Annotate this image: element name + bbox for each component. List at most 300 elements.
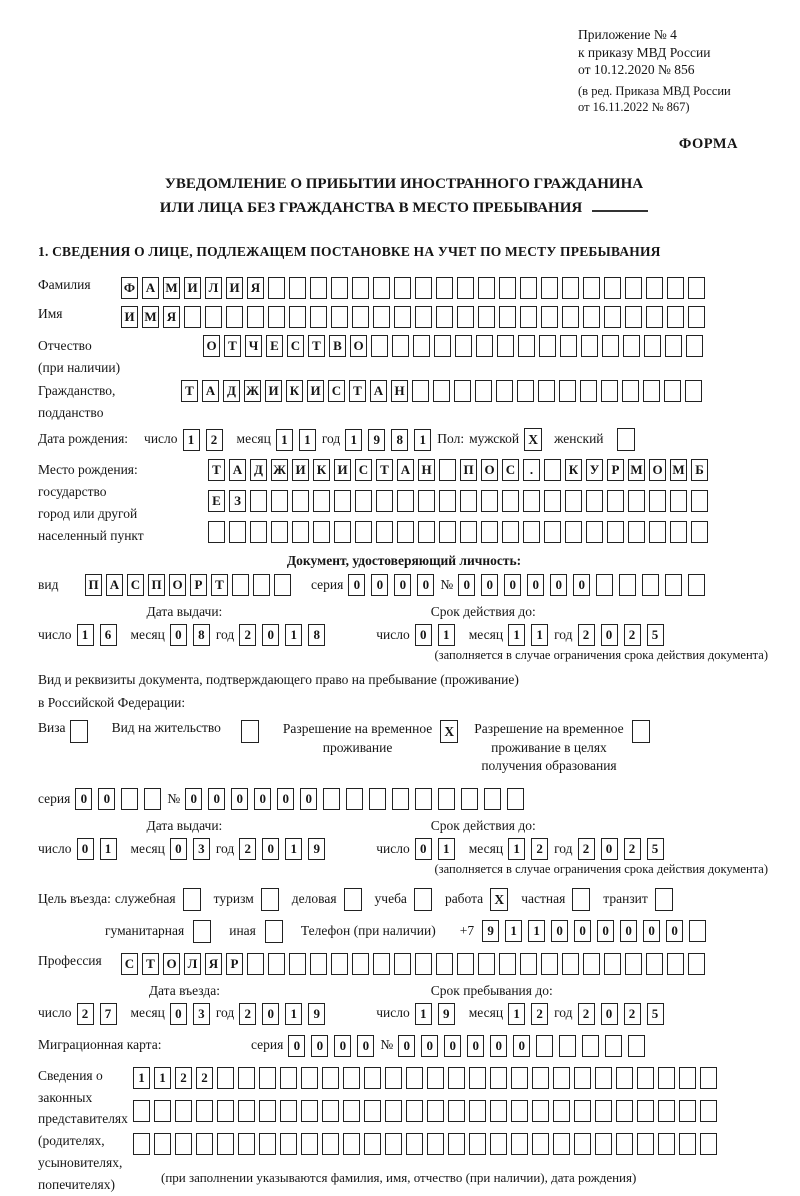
- char-cell[interactable]: 0: [262, 624, 279, 646]
- char-cell[interactable]: С: [287, 335, 304, 357]
- char-cell[interactable]: [184, 306, 201, 328]
- char-cell[interactable]: [582, 1035, 599, 1057]
- char-cell[interactable]: О: [481, 459, 498, 481]
- char-cell[interactable]: Ф: [121, 277, 138, 299]
- char-cell[interactable]: [352, 306, 369, 328]
- char-cell[interactable]: Д: [223, 380, 240, 402]
- purpose-other-checkbox[interactable]: [265, 920, 283, 943]
- char-cell[interactable]: [457, 306, 474, 328]
- char-cell[interactable]: 0: [300, 788, 317, 810]
- char-cell[interactable]: 5: [647, 838, 664, 860]
- char-cell[interactable]: [646, 277, 663, 299]
- char-cell[interactable]: [439, 490, 456, 512]
- purpose-tourism-checkbox[interactable]: [261, 888, 279, 911]
- char-cell[interactable]: [268, 277, 285, 299]
- char-cell[interactable]: [490, 1133, 507, 1155]
- char-cell[interactable]: [596, 574, 613, 596]
- char-cell[interactable]: [175, 1100, 192, 1122]
- char-cell[interactable]: [583, 953, 600, 975]
- char-cell[interactable]: [289, 306, 306, 328]
- char-cell[interactable]: [250, 490, 267, 512]
- purpose-work-checkbox[interactable]: X: [490, 888, 508, 911]
- char-cell[interactable]: [586, 521, 603, 543]
- char-cell[interactable]: [394, 306, 411, 328]
- char-cell[interactable]: [346, 788, 363, 810]
- char-cell[interactable]: [313, 521, 330, 543]
- char-cell[interactable]: И: [226, 277, 243, 299]
- char-cell[interactable]: Ж: [244, 380, 261, 402]
- char-cell[interactable]: 0: [597, 920, 614, 942]
- char-cell[interactable]: [499, 277, 516, 299]
- char-cell[interactable]: [418, 521, 435, 543]
- char-cell[interactable]: [121, 788, 138, 810]
- char-cell[interactable]: 0: [601, 624, 618, 646]
- char-cell[interactable]: [625, 306, 642, 328]
- char-cell[interactable]: [238, 1067, 255, 1089]
- purpose-private-checkbox[interactable]: [572, 888, 590, 911]
- char-cell[interactable]: [274, 574, 291, 596]
- char-cell[interactable]: [532, 1133, 549, 1155]
- char-cell[interactable]: [371, 335, 388, 357]
- char-cell[interactable]: [595, 1133, 612, 1155]
- char-cell[interactable]: [238, 1133, 255, 1155]
- char-cell[interactable]: [154, 1133, 171, 1155]
- char-cell[interactable]: 9: [308, 838, 325, 860]
- char-cell[interactable]: 2: [77, 1003, 94, 1025]
- char-cell[interactable]: [376, 490, 393, 512]
- purpose-official-checkbox[interactable]: [183, 888, 201, 911]
- char-cell[interactable]: К: [286, 380, 303, 402]
- char-cell[interactable]: [364, 1133, 381, 1155]
- char-cell[interactable]: 0: [262, 1003, 279, 1025]
- char-cell[interactable]: [133, 1100, 150, 1122]
- char-cell[interactable]: [415, 953, 432, 975]
- char-cell[interactable]: [607, 490, 624, 512]
- char-cell[interactable]: [478, 277, 495, 299]
- char-cell[interactable]: [665, 335, 682, 357]
- char-cell[interactable]: 0: [421, 1035, 438, 1057]
- char-cell[interactable]: [448, 1100, 465, 1122]
- char-cell[interactable]: [229, 521, 246, 543]
- char-cell[interactable]: О: [649, 459, 666, 481]
- char-cell[interactable]: [628, 521, 645, 543]
- char-cell[interactable]: [175, 1133, 192, 1155]
- char-cell[interactable]: [436, 953, 453, 975]
- char-cell[interactable]: [310, 306, 327, 328]
- char-cell[interactable]: Р: [226, 953, 243, 975]
- char-cell[interactable]: [679, 1133, 696, 1155]
- char-cell[interactable]: [664, 380, 681, 402]
- char-cell[interactable]: [385, 1100, 402, 1122]
- char-cell[interactable]: И: [184, 277, 201, 299]
- char-cell[interactable]: [583, 277, 600, 299]
- char-cell[interactable]: 0: [398, 1035, 415, 1057]
- char-cell[interactable]: А: [202, 380, 219, 402]
- char-cell[interactable]: 1: [285, 624, 302, 646]
- char-cell[interactable]: [439, 459, 456, 481]
- char-cell[interactable]: [334, 490, 351, 512]
- char-cell[interactable]: С: [502, 459, 519, 481]
- char-cell[interactable]: Я: [205, 953, 222, 975]
- char-cell[interactable]: 0: [98, 788, 115, 810]
- char-cell[interactable]: 2: [175, 1067, 192, 1089]
- char-cell[interactable]: [448, 1133, 465, 1155]
- char-cell[interactable]: 1: [508, 624, 525, 646]
- char-cell[interactable]: 1: [531, 624, 548, 646]
- char-cell[interactable]: [688, 953, 705, 975]
- char-cell[interactable]: О: [163, 953, 180, 975]
- char-cell[interactable]: 2: [196, 1067, 213, 1089]
- char-cell[interactable]: [562, 277, 579, 299]
- char-cell[interactable]: [438, 788, 455, 810]
- char-cell[interactable]: Т: [142, 953, 159, 975]
- option-visa-checkbox[interactable]: [70, 720, 88, 743]
- char-cell[interactable]: 1: [505, 920, 522, 942]
- char-cell[interactable]: [292, 521, 309, 543]
- char-cell[interactable]: [667, 277, 684, 299]
- char-cell[interactable]: [602, 335, 619, 357]
- char-cell[interactable]: [415, 306, 432, 328]
- char-cell[interactable]: [413, 335, 430, 357]
- char-cell[interactable]: 0: [601, 838, 618, 860]
- char-cell[interactable]: [259, 1100, 276, 1122]
- char-cell[interactable]: 0: [643, 920, 660, 942]
- purpose-humanitarian-checkbox[interactable]: [193, 920, 211, 943]
- char-cell[interactable]: С: [127, 574, 144, 596]
- char-cell[interactable]: [607, 521, 624, 543]
- char-cell[interactable]: 0: [573, 574, 590, 596]
- char-cell[interactable]: [292, 490, 309, 512]
- char-cell[interactable]: [562, 953, 579, 975]
- char-cell[interactable]: [259, 1067, 276, 1089]
- char-cell[interactable]: [323, 788, 340, 810]
- char-cell[interactable]: [689, 920, 706, 942]
- char-cell[interactable]: 1: [276, 429, 293, 451]
- char-cell[interactable]: 0: [371, 574, 388, 596]
- char-cell[interactable]: 0: [394, 574, 411, 596]
- char-cell[interactable]: 0: [334, 1035, 351, 1057]
- char-cell[interactable]: [310, 953, 327, 975]
- char-cell[interactable]: 0: [551, 920, 568, 942]
- char-cell[interactable]: [604, 306, 621, 328]
- char-cell[interactable]: [574, 1133, 591, 1155]
- char-cell[interactable]: 2: [531, 1003, 548, 1025]
- char-cell[interactable]: [679, 1067, 696, 1089]
- char-cell[interactable]: [457, 953, 474, 975]
- char-cell[interactable]: [688, 574, 705, 596]
- char-cell[interactable]: [301, 1133, 318, 1155]
- char-cell[interactable]: [322, 1100, 339, 1122]
- char-cell[interactable]: [688, 306, 705, 328]
- char-cell[interactable]: 0: [185, 788, 202, 810]
- char-cell[interactable]: [562, 306, 579, 328]
- char-cell[interactable]: [406, 1067, 423, 1089]
- char-cell[interactable]: [436, 306, 453, 328]
- char-cell[interactable]: 1: [414, 429, 431, 451]
- char-cell[interactable]: [637, 1133, 654, 1155]
- char-cell[interactable]: 0: [262, 838, 279, 860]
- char-cell[interactable]: [481, 521, 498, 543]
- char-cell[interactable]: 0: [170, 1003, 187, 1025]
- char-cell[interactable]: 1: [438, 838, 455, 860]
- char-cell[interactable]: [469, 1067, 486, 1089]
- char-cell[interactable]: [373, 277, 390, 299]
- purpose-study-checkbox[interactable]: [414, 888, 432, 911]
- char-cell[interactable]: З: [229, 490, 246, 512]
- char-cell[interactable]: [433, 380, 450, 402]
- char-cell[interactable]: [322, 1067, 339, 1089]
- char-cell[interactable]: 9: [308, 1003, 325, 1025]
- char-cell[interactable]: 0: [208, 788, 225, 810]
- char-cell[interactable]: [397, 521, 414, 543]
- char-cell[interactable]: [601, 380, 618, 402]
- char-cell[interactable]: [427, 1067, 444, 1089]
- char-cell[interactable]: [544, 459, 561, 481]
- char-cell[interactable]: А: [397, 459, 414, 481]
- char-cell[interactable]: [247, 306, 264, 328]
- char-cell[interactable]: [497, 335, 514, 357]
- sex-male-checkbox[interactable]: X: [524, 428, 542, 451]
- purpose-business-checkbox[interactable]: [344, 888, 362, 911]
- char-cell[interactable]: [481, 490, 498, 512]
- char-cell[interactable]: [469, 1100, 486, 1122]
- char-cell[interactable]: Л: [184, 953, 201, 975]
- char-cell[interactable]: [637, 1067, 654, 1089]
- char-cell[interactable]: [478, 953, 495, 975]
- char-cell[interactable]: 0: [288, 1035, 305, 1057]
- char-cell[interactable]: М: [163, 277, 180, 299]
- char-cell[interactable]: [581, 335, 598, 357]
- char-cell[interactable]: Я: [163, 306, 180, 328]
- char-cell[interactable]: [373, 953, 390, 975]
- char-cell[interactable]: [385, 1067, 402, 1089]
- char-cell[interactable]: 2: [578, 838, 595, 860]
- char-cell[interactable]: [208, 521, 225, 543]
- char-cell[interactable]: [355, 521, 372, 543]
- char-cell[interactable]: 5: [647, 624, 664, 646]
- char-cell[interactable]: [691, 490, 708, 512]
- char-cell[interactable]: [595, 1100, 612, 1122]
- char-cell[interactable]: [553, 1067, 570, 1089]
- char-cell[interactable]: [541, 953, 558, 975]
- char-cell[interactable]: [484, 788, 501, 810]
- char-cell[interactable]: 1: [133, 1067, 150, 1089]
- char-cell[interactable]: [649, 490, 666, 512]
- char-cell[interactable]: 8: [308, 624, 325, 646]
- char-cell[interactable]: [352, 953, 369, 975]
- char-cell[interactable]: 0: [490, 1035, 507, 1057]
- char-cell[interactable]: [700, 1100, 717, 1122]
- char-cell[interactable]: 0: [170, 624, 187, 646]
- char-cell[interactable]: 0: [481, 574, 498, 596]
- char-cell[interactable]: 0: [666, 920, 683, 942]
- char-cell[interactable]: [616, 1067, 633, 1089]
- char-cell[interactable]: [427, 1133, 444, 1155]
- char-cell[interactable]: 7: [100, 1003, 117, 1025]
- char-cell[interactable]: [544, 490, 561, 512]
- char-cell[interactable]: 9: [368, 429, 385, 451]
- char-cell[interactable]: [532, 1067, 549, 1089]
- option-residence-permit-checkbox[interactable]: [241, 720, 259, 743]
- char-cell[interactable]: У: [586, 459, 603, 481]
- char-cell[interactable]: [559, 1035, 576, 1057]
- char-cell[interactable]: 1: [528, 920, 545, 942]
- char-cell[interactable]: 6: [100, 624, 117, 646]
- char-cell[interactable]: [154, 1100, 171, 1122]
- char-cell[interactable]: [280, 1100, 297, 1122]
- char-cell[interactable]: 2: [239, 1003, 256, 1025]
- char-cell[interactable]: [628, 490, 645, 512]
- char-cell[interactable]: [670, 521, 687, 543]
- char-cell[interactable]: [280, 1067, 297, 1089]
- char-cell[interactable]: [532, 1100, 549, 1122]
- char-cell[interactable]: А: [370, 380, 387, 402]
- char-cell[interactable]: [322, 1133, 339, 1155]
- char-cell[interactable]: [642, 574, 659, 596]
- char-cell[interactable]: [301, 1100, 318, 1122]
- char-cell[interactable]: [679, 1100, 696, 1122]
- char-cell[interactable]: 9: [482, 920, 499, 942]
- char-cell[interactable]: 1: [415, 1003, 432, 1025]
- char-cell[interactable]: Р: [190, 574, 207, 596]
- char-cell[interactable]: 0: [513, 1035, 530, 1057]
- char-cell[interactable]: Т: [211, 574, 228, 596]
- char-cell[interactable]: [502, 521, 519, 543]
- char-cell[interactable]: 1: [100, 838, 117, 860]
- char-cell[interactable]: [343, 1067, 360, 1089]
- char-cell[interactable]: [259, 1133, 276, 1155]
- char-cell[interactable]: 0: [231, 788, 248, 810]
- char-cell[interactable]: 2: [531, 838, 548, 860]
- char-cell[interactable]: [559, 380, 576, 402]
- char-cell[interactable]: [667, 306, 684, 328]
- char-cell[interactable]: 0: [311, 1035, 328, 1057]
- char-cell[interactable]: [133, 1133, 150, 1155]
- char-cell[interactable]: Т: [224, 335, 241, 357]
- char-cell[interactable]: [144, 788, 161, 810]
- char-cell[interactable]: 0: [277, 788, 294, 810]
- char-cell[interactable]: [331, 953, 348, 975]
- char-cell[interactable]: А: [142, 277, 159, 299]
- char-cell[interactable]: 0: [254, 788, 271, 810]
- char-cell[interactable]: 1: [77, 624, 94, 646]
- char-cell[interactable]: [268, 953, 285, 975]
- char-cell[interactable]: 2: [239, 838, 256, 860]
- char-cell[interactable]: 1: [345, 429, 362, 451]
- char-cell[interactable]: [289, 277, 306, 299]
- char-cell[interactable]: [476, 335, 493, 357]
- char-cell[interactable]: [436, 277, 453, 299]
- char-cell[interactable]: [511, 1067, 528, 1089]
- char-cell[interactable]: 0: [601, 1003, 618, 1025]
- char-cell[interactable]: [364, 1067, 381, 1089]
- char-cell[interactable]: О: [169, 574, 186, 596]
- char-cell[interactable]: [490, 1067, 507, 1089]
- char-cell[interactable]: [586, 490, 603, 512]
- char-cell[interactable]: [196, 1133, 213, 1155]
- char-cell[interactable]: Н: [391, 380, 408, 402]
- char-cell[interactable]: 0: [348, 574, 365, 596]
- char-cell[interactable]: [520, 306, 537, 328]
- char-cell[interactable]: [352, 277, 369, 299]
- char-cell[interactable]: [457, 277, 474, 299]
- char-cell[interactable]: [271, 490, 288, 512]
- char-cell[interactable]: 0: [620, 920, 637, 942]
- char-cell[interactable]: Е: [266, 335, 283, 357]
- char-cell[interactable]: [310, 277, 327, 299]
- char-cell[interactable]: [415, 277, 432, 299]
- char-cell[interactable]: 0: [415, 624, 432, 646]
- char-cell[interactable]: [499, 306, 516, 328]
- char-cell[interactable]: [434, 335, 451, 357]
- char-cell[interactable]: 0: [170, 838, 187, 860]
- option-temp-residence-checkbox[interactable]: X: [440, 720, 458, 743]
- char-cell[interactable]: [538, 380, 555, 402]
- char-cell[interactable]: 8: [193, 624, 210, 646]
- char-cell[interactable]: [616, 1100, 633, 1122]
- char-cell[interactable]: [392, 335, 409, 357]
- char-cell[interactable]: 0: [417, 574, 434, 596]
- char-cell[interactable]: [646, 306, 663, 328]
- char-cell[interactable]: [574, 1067, 591, 1089]
- char-cell[interactable]: [637, 1100, 654, 1122]
- char-cell[interactable]: П: [85, 574, 102, 596]
- char-cell[interactable]: 0: [467, 1035, 484, 1057]
- char-cell[interactable]: [418, 490, 435, 512]
- char-cell[interactable]: [541, 306, 558, 328]
- char-cell[interactable]: И: [121, 306, 138, 328]
- char-cell[interactable]: [331, 306, 348, 328]
- char-cell[interactable]: С: [121, 953, 138, 975]
- char-cell[interactable]: 2: [624, 838, 641, 860]
- char-cell[interactable]: [628, 1035, 645, 1057]
- char-cell[interactable]: 1: [299, 429, 316, 451]
- char-cell[interactable]: 0: [527, 574, 544, 596]
- char-cell[interactable]: 2: [239, 624, 256, 646]
- char-cell[interactable]: [253, 574, 270, 596]
- char-cell[interactable]: О: [203, 335, 220, 357]
- char-cell[interactable]: 0: [550, 574, 567, 596]
- char-cell[interactable]: М: [142, 306, 159, 328]
- char-cell[interactable]: [686, 335, 703, 357]
- char-cell[interactable]: 0: [458, 574, 475, 596]
- char-cell[interactable]: 0: [444, 1035, 461, 1057]
- char-cell[interactable]: [670, 490, 687, 512]
- char-cell[interactable]: [496, 380, 513, 402]
- char-cell[interactable]: [700, 1133, 717, 1155]
- char-cell[interactable]: 1: [285, 838, 302, 860]
- char-cell[interactable]: [523, 490, 540, 512]
- char-cell[interactable]: [511, 1100, 528, 1122]
- char-cell[interactable]: [247, 953, 264, 975]
- char-cell[interactable]: 2: [206, 429, 223, 451]
- char-cell[interactable]: [644, 335, 661, 357]
- char-cell[interactable]: [518, 335, 535, 357]
- char-cell[interactable]: П: [460, 459, 477, 481]
- char-cell[interactable]: [406, 1133, 423, 1155]
- char-cell[interactable]: 0: [75, 788, 92, 810]
- char-cell[interactable]: Б: [691, 459, 708, 481]
- char-cell[interactable]: 0: [415, 838, 432, 860]
- char-cell[interactable]: [460, 521, 477, 543]
- char-cell[interactable]: [544, 521, 561, 543]
- char-cell[interactable]: [313, 490, 330, 512]
- char-cell[interactable]: [226, 306, 243, 328]
- char-cell[interactable]: [580, 380, 597, 402]
- char-cell[interactable]: О: [350, 335, 367, 357]
- char-cell[interactable]: [373, 306, 390, 328]
- char-cell[interactable]: [364, 1100, 381, 1122]
